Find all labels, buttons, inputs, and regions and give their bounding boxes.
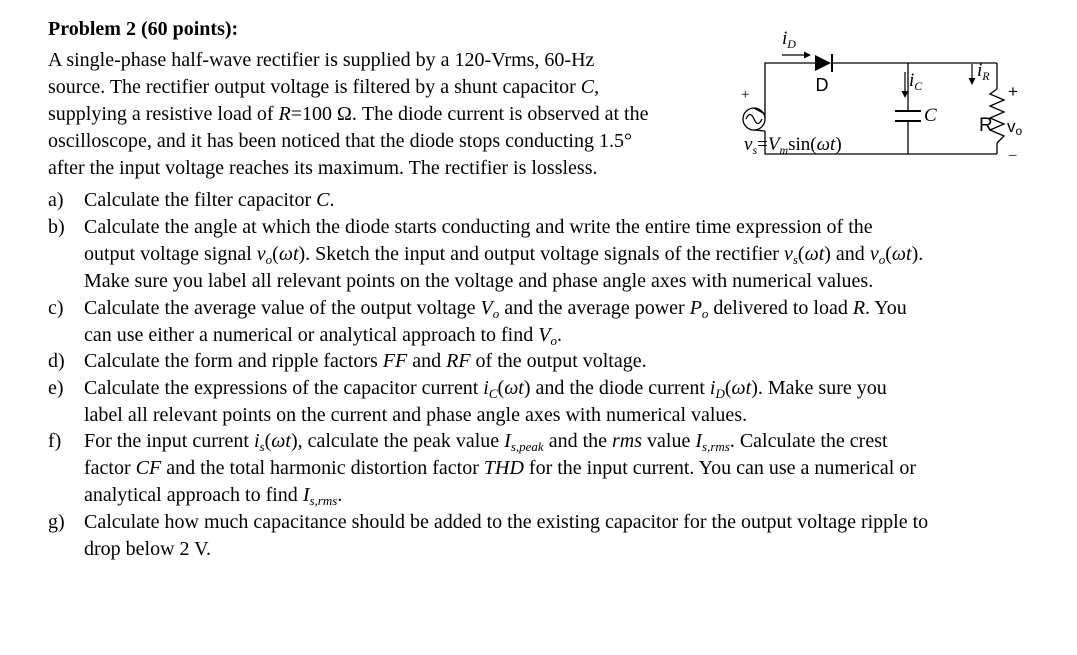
question-text: can use either a numerical or analytical approach to find $V_o$. [84, 324, 562, 348]
question-text: Make sure you label all relevant points on the voltage and phase angle axes with numerical values. [84, 270, 874, 292]
problem-title: Problem 2 (60 points): [48, 18, 239, 40]
question-label: c) [48, 297, 64, 319]
capacitor-current-label: $i_C$ [909, 70, 923, 93]
question-text: Calculate the filter capacitor C. [84, 189, 335, 211]
question-text: Calculate the angle at which the diode starts conducting and write the entire time expression of the [84, 216, 873, 238]
intro-line: source. The rectifier output voltage is filtered by a shunt capacitor C, [48, 76, 600, 98]
output-voltage-label: vo [1007, 117, 1023, 138]
diode-label: D [815, 75, 829, 95]
output-minus: – [1009, 147, 1017, 163]
question-text: analytical approach to find $I_{s,rms}$. [84, 484, 343, 508]
question-text: factor CF and the total harmonic distortion factor THD for the input current. You can use a numerical or [84, 457, 917, 479]
question-text: Calculate how much capacitance should be added to the existing capacitor for the output voltage ripple to [84, 511, 929, 533]
question-text: Calculate the expressions of the capacitor current $i_C(\omega t)$ and the diode current $i_D(\omega t)$. Make sure you [84, 377, 887, 401]
question-label: d) [48, 350, 65, 372]
source-plus: + [741, 87, 750, 103]
question-text: Calculate the average value of the output voltage $V_o$ and the average power $P_o$ delivered to load R. You [84, 297, 907, 321]
source-equation: $v_s=V_m\sin(\omega t)$ [744, 134, 842, 157]
load-current-arrow [969, 64, 976, 85]
question-label: b) [48, 216, 65, 238]
intro-line: oscilloscope, and it has been noticed that the diode stops conducting 1.5° [48, 130, 632, 152]
capacitor-symbol [895, 111, 921, 121]
output-plus: + [1008, 82, 1018, 101]
question-label: f) [48, 430, 62, 452]
question-label: e) [48, 377, 64, 399]
intro-line: A single-phase half-wave rectifier is supplied by a 120-Vrms, 60-Hz [48, 49, 595, 71]
question-label: g) [48, 511, 65, 533]
intro-line: after the input voltage reaches its maximum. The rectifier is lossless. [48, 157, 598, 179]
ac-source-symbol [743, 108, 765, 131]
rectifier-circuit-diagram [732, 24, 1042, 174]
intro-line: supplying a resistive load of R=100 Ω. The diode current is observed at the [48, 103, 649, 125]
diode-symbol [815, 54, 832, 72]
question-text: Calculate the form and ripple factors FF and RF of the output voltage. [84, 350, 647, 372]
question-text: For the input current $i_s(\omega t)$, calculate the peak value $I_{s,peak}$ and the rms value $I_{s,rms}$. Calculate the crest [84, 430, 888, 454]
load-current-label: $i_R$ [977, 60, 990, 83]
question-text: output voltage signal $v_o(\omega t)$. Sketch the input and output voltage signals of the rectifier $v_s(\omega t)$ and $v_o(\omega t)$. [84, 243, 924, 267]
resistor-label: R [979, 115, 993, 136]
capacitor-label: C [924, 105, 937, 126]
question-label: a) [48, 189, 64, 211]
diode-current-arrow [782, 52, 811, 59]
diode-current-label: $i_D$ [782, 28, 796, 51]
question-text: drop below 2 V. [84, 538, 212, 560]
wire-top-left [765, 63, 815, 119]
question-text: label all relevant points on the current and phase angle axes with numerical values. [84, 404, 748, 426]
